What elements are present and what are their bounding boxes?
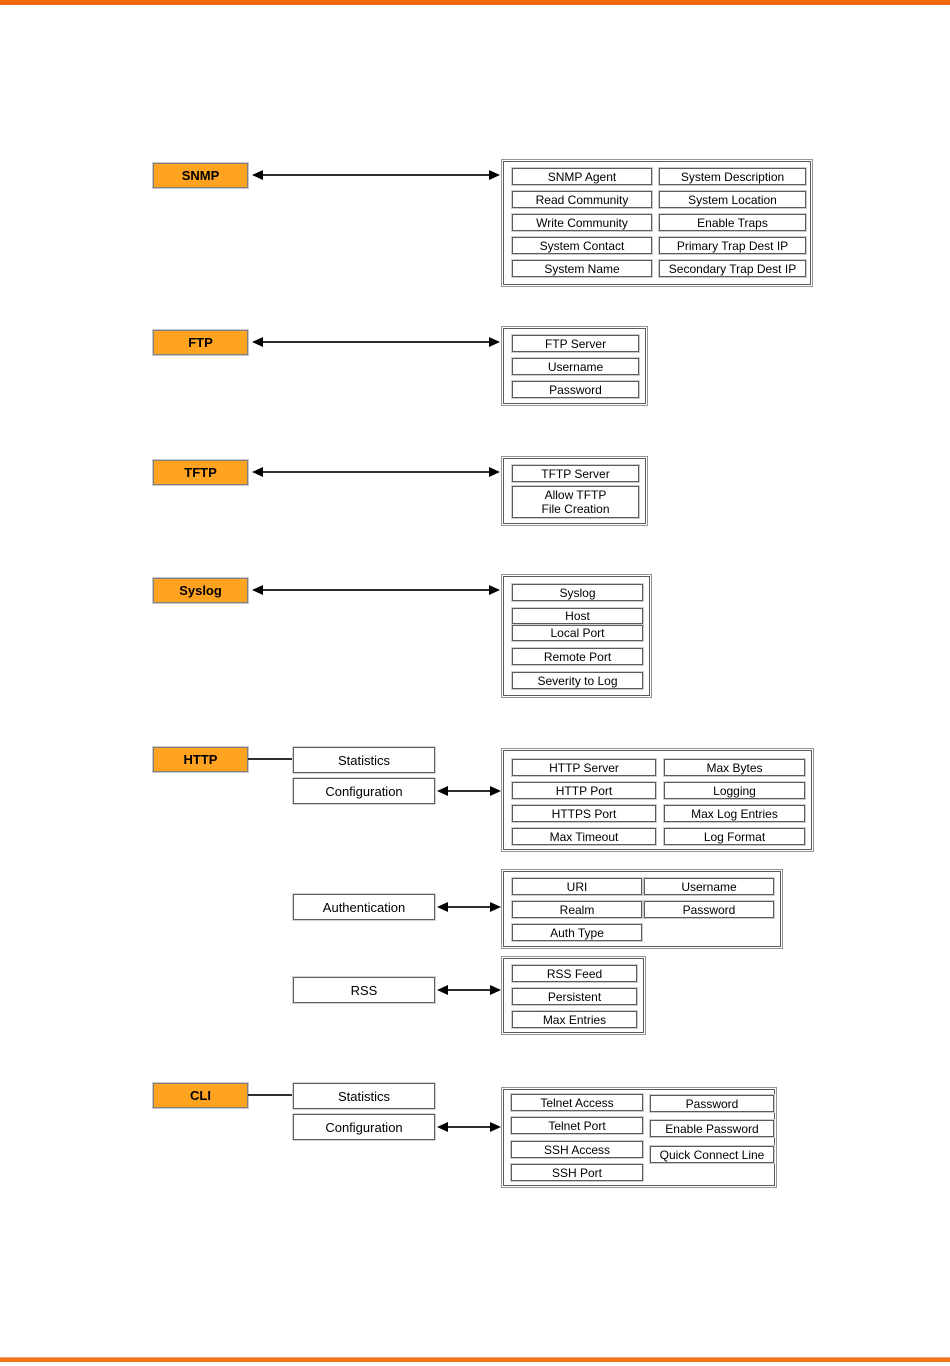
field-box: URI bbox=[512, 878, 642, 895]
connector-tftp bbox=[262, 471, 490, 473]
field-box: Quick Connect Line bbox=[650, 1146, 774, 1163]
connector-syslog bbox=[262, 589, 490, 591]
field-box: Max Bytes bbox=[664, 759, 805, 776]
group-ftp-fields bbox=[503, 328, 646, 404]
group-cli-config-fields bbox=[503, 1089, 775, 1186]
field-box: Realm bbox=[512, 901, 642, 918]
arrowhead-right-icon bbox=[490, 902, 501, 912]
arrowhead-left-icon bbox=[252, 337, 263, 347]
field-box: Max Entries bbox=[512, 1011, 637, 1028]
arrowhead-left-icon bbox=[437, 902, 448, 912]
node-ftp: FTP bbox=[153, 330, 248, 355]
field-box: Host bbox=[512, 608, 643, 624]
field-box: RSS Feed bbox=[512, 965, 637, 982]
field-box: FTP Server bbox=[512, 335, 639, 352]
field-box: Telnet Access bbox=[511, 1094, 643, 1111]
field-box: System Name bbox=[512, 260, 652, 277]
node-http-configuration: Configuration bbox=[293, 778, 435, 804]
arrowhead-left-icon bbox=[252, 467, 263, 477]
field-box: System Description bbox=[659, 168, 806, 185]
footer-bar bbox=[0, 1357, 950, 1362]
group-http-config-fields bbox=[503, 750, 812, 850]
arrowhead-left-icon bbox=[437, 985, 448, 995]
field-box: Username bbox=[512, 358, 639, 375]
field-box: Max Log Entries bbox=[664, 805, 805, 822]
field-box: HTTPS Port bbox=[512, 805, 656, 822]
field-box: Secondary Trap Dest IP bbox=[659, 260, 806, 277]
node-http-rss: RSS bbox=[293, 977, 435, 1003]
arrowhead-right-icon bbox=[489, 467, 500, 477]
field-box: SSH Port bbox=[511, 1164, 643, 1181]
field-box: System Location bbox=[659, 191, 806, 208]
field-line: File Creation bbox=[541, 502, 610, 516]
arrowhead-right-icon bbox=[489, 170, 500, 180]
arrowhead-left-icon bbox=[252, 170, 263, 180]
field-box bbox=[512, 486, 639, 518]
arrowhead-left-icon bbox=[437, 786, 448, 796]
field-box: Read Community bbox=[512, 191, 652, 208]
arrowhead-right-icon bbox=[489, 585, 500, 595]
connector-http-configuration bbox=[447, 790, 491, 792]
connector-http-rss bbox=[447, 989, 491, 991]
group-http-authentication-fields bbox=[503, 871, 781, 947]
arrowhead-left-icon bbox=[437, 1122, 448, 1132]
field-box: Max Timeout bbox=[512, 828, 656, 845]
field-box: Persistent bbox=[512, 988, 637, 1005]
group-snmp-fields bbox=[503, 161, 811, 285]
field-box: Password bbox=[512, 381, 639, 398]
field-box: HTTP Server bbox=[512, 759, 656, 776]
group-syslog-fields bbox=[503, 576, 650, 696]
field-box: TFTP Server bbox=[512, 465, 639, 482]
field-box: Log Format bbox=[664, 828, 805, 845]
field-box: Password bbox=[644, 901, 774, 918]
arrowhead-right-icon bbox=[490, 1122, 501, 1132]
field-box: Primary Trap Dest IP bbox=[659, 237, 806, 254]
field-box: Enable Traps bbox=[659, 214, 806, 231]
field-box: Logging bbox=[664, 782, 805, 799]
header-bar bbox=[0, 0, 950, 5]
field-box: Username bbox=[644, 878, 774, 895]
arrowhead-right-icon bbox=[490, 786, 501, 796]
field-box: Enable Password bbox=[650, 1120, 774, 1137]
node-http: HTTP bbox=[153, 747, 248, 772]
connector-cli-configuration bbox=[447, 1126, 491, 1128]
field-box: Remote Port bbox=[512, 648, 643, 665]
arrowhead-right-icon bbox=[489, 337, 500, 347]
group-tftp-fields bbox=[503, 458, 646, 524]
field-line: Allow TFTP bbox=[544, 487, 607, 502]
field-box: HTTP Port bbox=[512, 782, 656, 799]
field-box: Local Port bbox=[512, 625, 643, 641]
connector-http-authentication bbox=[447, 906, 491, 908]
node-syslog: Syslog bbox=[153, 578, 248, 603]
node-cli: CLI bbox=[153, 1083, 248, 1108]
field-box: Write Community bbox=[512, 214, 652, 231]
field-box: Auth Type bbox=[512, 924, 642, 941]
field-box: System Contact bbox=[512, 237, 652, 254]
node-cli-statistics: Statistics bbox=[293, 1083, 435, 1109]
arrowhead-left-icon bbox=[252, 585, 263, 595]
connector-ftp bbox=[262, 341, 490, 343]
node-snmp: SNMP bbox=[153, 163, 248, 188]
node-http-authentication: Authentication bbox=[293, 894, 435, 920]
connector-http-statistics bbox=[248, 758, 293, 760]
field-box: SNMP Agent bbox=[512, 168, 652, 185]
field-box: Syslog bbox=[512, 584, 643, 601]
node-cli-configuration: Configuration bbox=[293, 1114, 435, 1140]
arrowhead-right-icon bbox=[490, 985, 501, 995]
node-http-statistics: Statistics bbox=[293, 747, 435, 773]
node-tftp: TFTP bbox=[153, 460, 248, 485]
field-box: SSH Access bbox=[511, 1141, 643, 1158]
connector-cli-statistics bbox=[248, 1094, 293, 1096]
connector-snmp bbox=[262, 174, 490, 176]
field-box: Severity to Log bbox=[512, 672, 643, 689]
field-box: Password bbox=[650, 1095, 774, 1112]
field-box: Telnet Port bbox=[511, 1117, 643, 1134]
group-http-rss-fields bbox=[503, 958, 644, 1033]
